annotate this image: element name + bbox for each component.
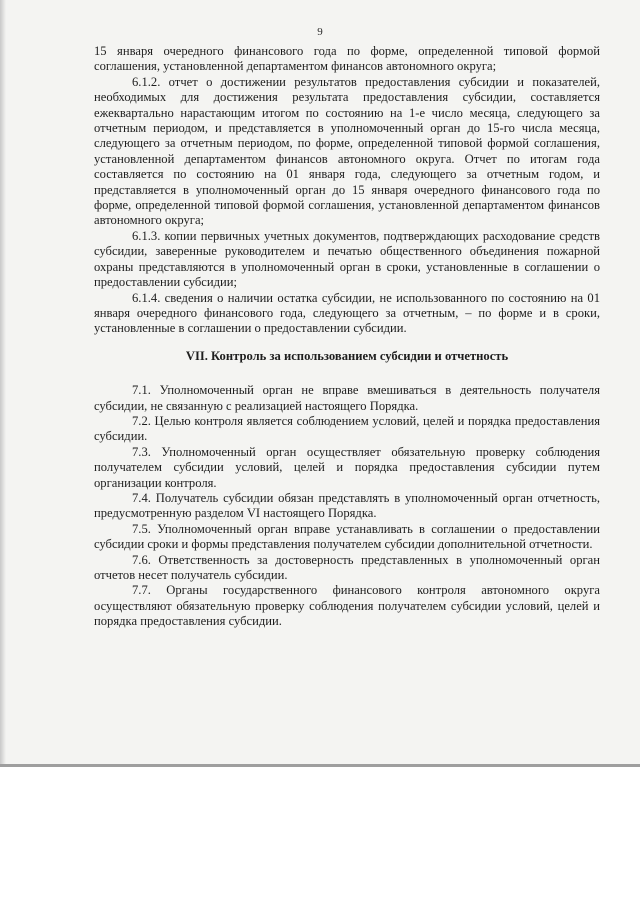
paragraph-7-2: 7.2. Целью контроля является соблюдением условий, целей и порядка предоставления субсидии. [94, 413, 600, 444]
section-heading: VII. Контроль за использованием субсидии и отчетность [185, 348, 509, 363]
paragraph-7-1: 7.1. Уполномоченный орган не вправе вмешиваться в деятельность получателя субсидии, не связанную с реализацией настоящего Порядка. [94, 383, 600, 413]
paragraph-7-6: 7.6. Ответственность за достоверность представленных в уполномоченный орган отчетов несет получатель субсидии. [94, 552, 600, 582]
paragraph-7-5: 7.5. Уполномоченный орган вправе устанавливать в соглашении о предоставлении субсидии сроки и формы представления получателем субсидии дополнительной отчетности. [94, 521, 600, 552]
paragraph-6-1-4: 6.1.4. сведения о наличии остатка субсидии, не использованного по состоянию на 01 января очередного финансового года, следующего за отчетным, – по форме и в сроки, установленные в соглашении о предоставлении субсидии. [94, 290, 600, 336]
page-number: 9 [317, 26, 323, 38]
scan-bottom-edge [0, 764, 640, 767]
scan-left-shadow [0, 0, 6, 766]
document-body [94, 44, 600, 630]
paragraph-7-3: 7.3. Уполномоченный орган осуществляет обязательную проверку соблюдения получателем субсидии условий, целей и порядка предоставления субсидии путем организации контроля. [94, 444, 600, 490]
paragraph-continuation: 15 января очередного финансового года по форме, определенной типовой формой соглашения, установленной департаментом финансов автономного округа; [94, 44, 600, 74]
paragraph-7-4: 7.4. Получатель субсидии обязан представлять в уполномоченный орган отчетность, предусмотренную разделом VI настоящего Порядка. [94, 490, 600, 521]
paragraph-6-1-3: 6.1.3. копии первичных учетных документов, подтверждающих расходование средств субсидии, заверенные руководителем и печатью общественного объединения пожарной охраны представляются в уполномоченный орган в сроки, установленные в соглашении о предоставлении субсидии; [94, 228, 600, 290]
paragraph-6-1-2: 6.1.2. отчет о достижении результатов предоставления субсидии и показателей, необходимых для достижения результата предоставления субсидии, составляется ежеквартально нарастающим итогом по состоянию на 1-е число месяца, следующего за отчетным периодом, и представляется в уполномоченный орган до 15-го числа месяца, следующего за отчетным периодом, по форме, определенной типовой формой соглашения, установленной департаментом финансов автономного округа. Отчет по итогам года составляется по состоянию на 01 января года, следующего за отчетным годом, и представляется в уполномоченный орган до 15 января очередного финансового года по форме, определенной типовой формой соглашения, установленной департаментом финансов автономного округа; [94, 74, 600, 228]
paragraph-7-7: 7.7. Органы государственного финансового контроля автономного округа осуществляют обязательную проверку соблюдения получателем субсидии условий, целей и порядка предоставления субсидии. [94, 583, 600, 629]
